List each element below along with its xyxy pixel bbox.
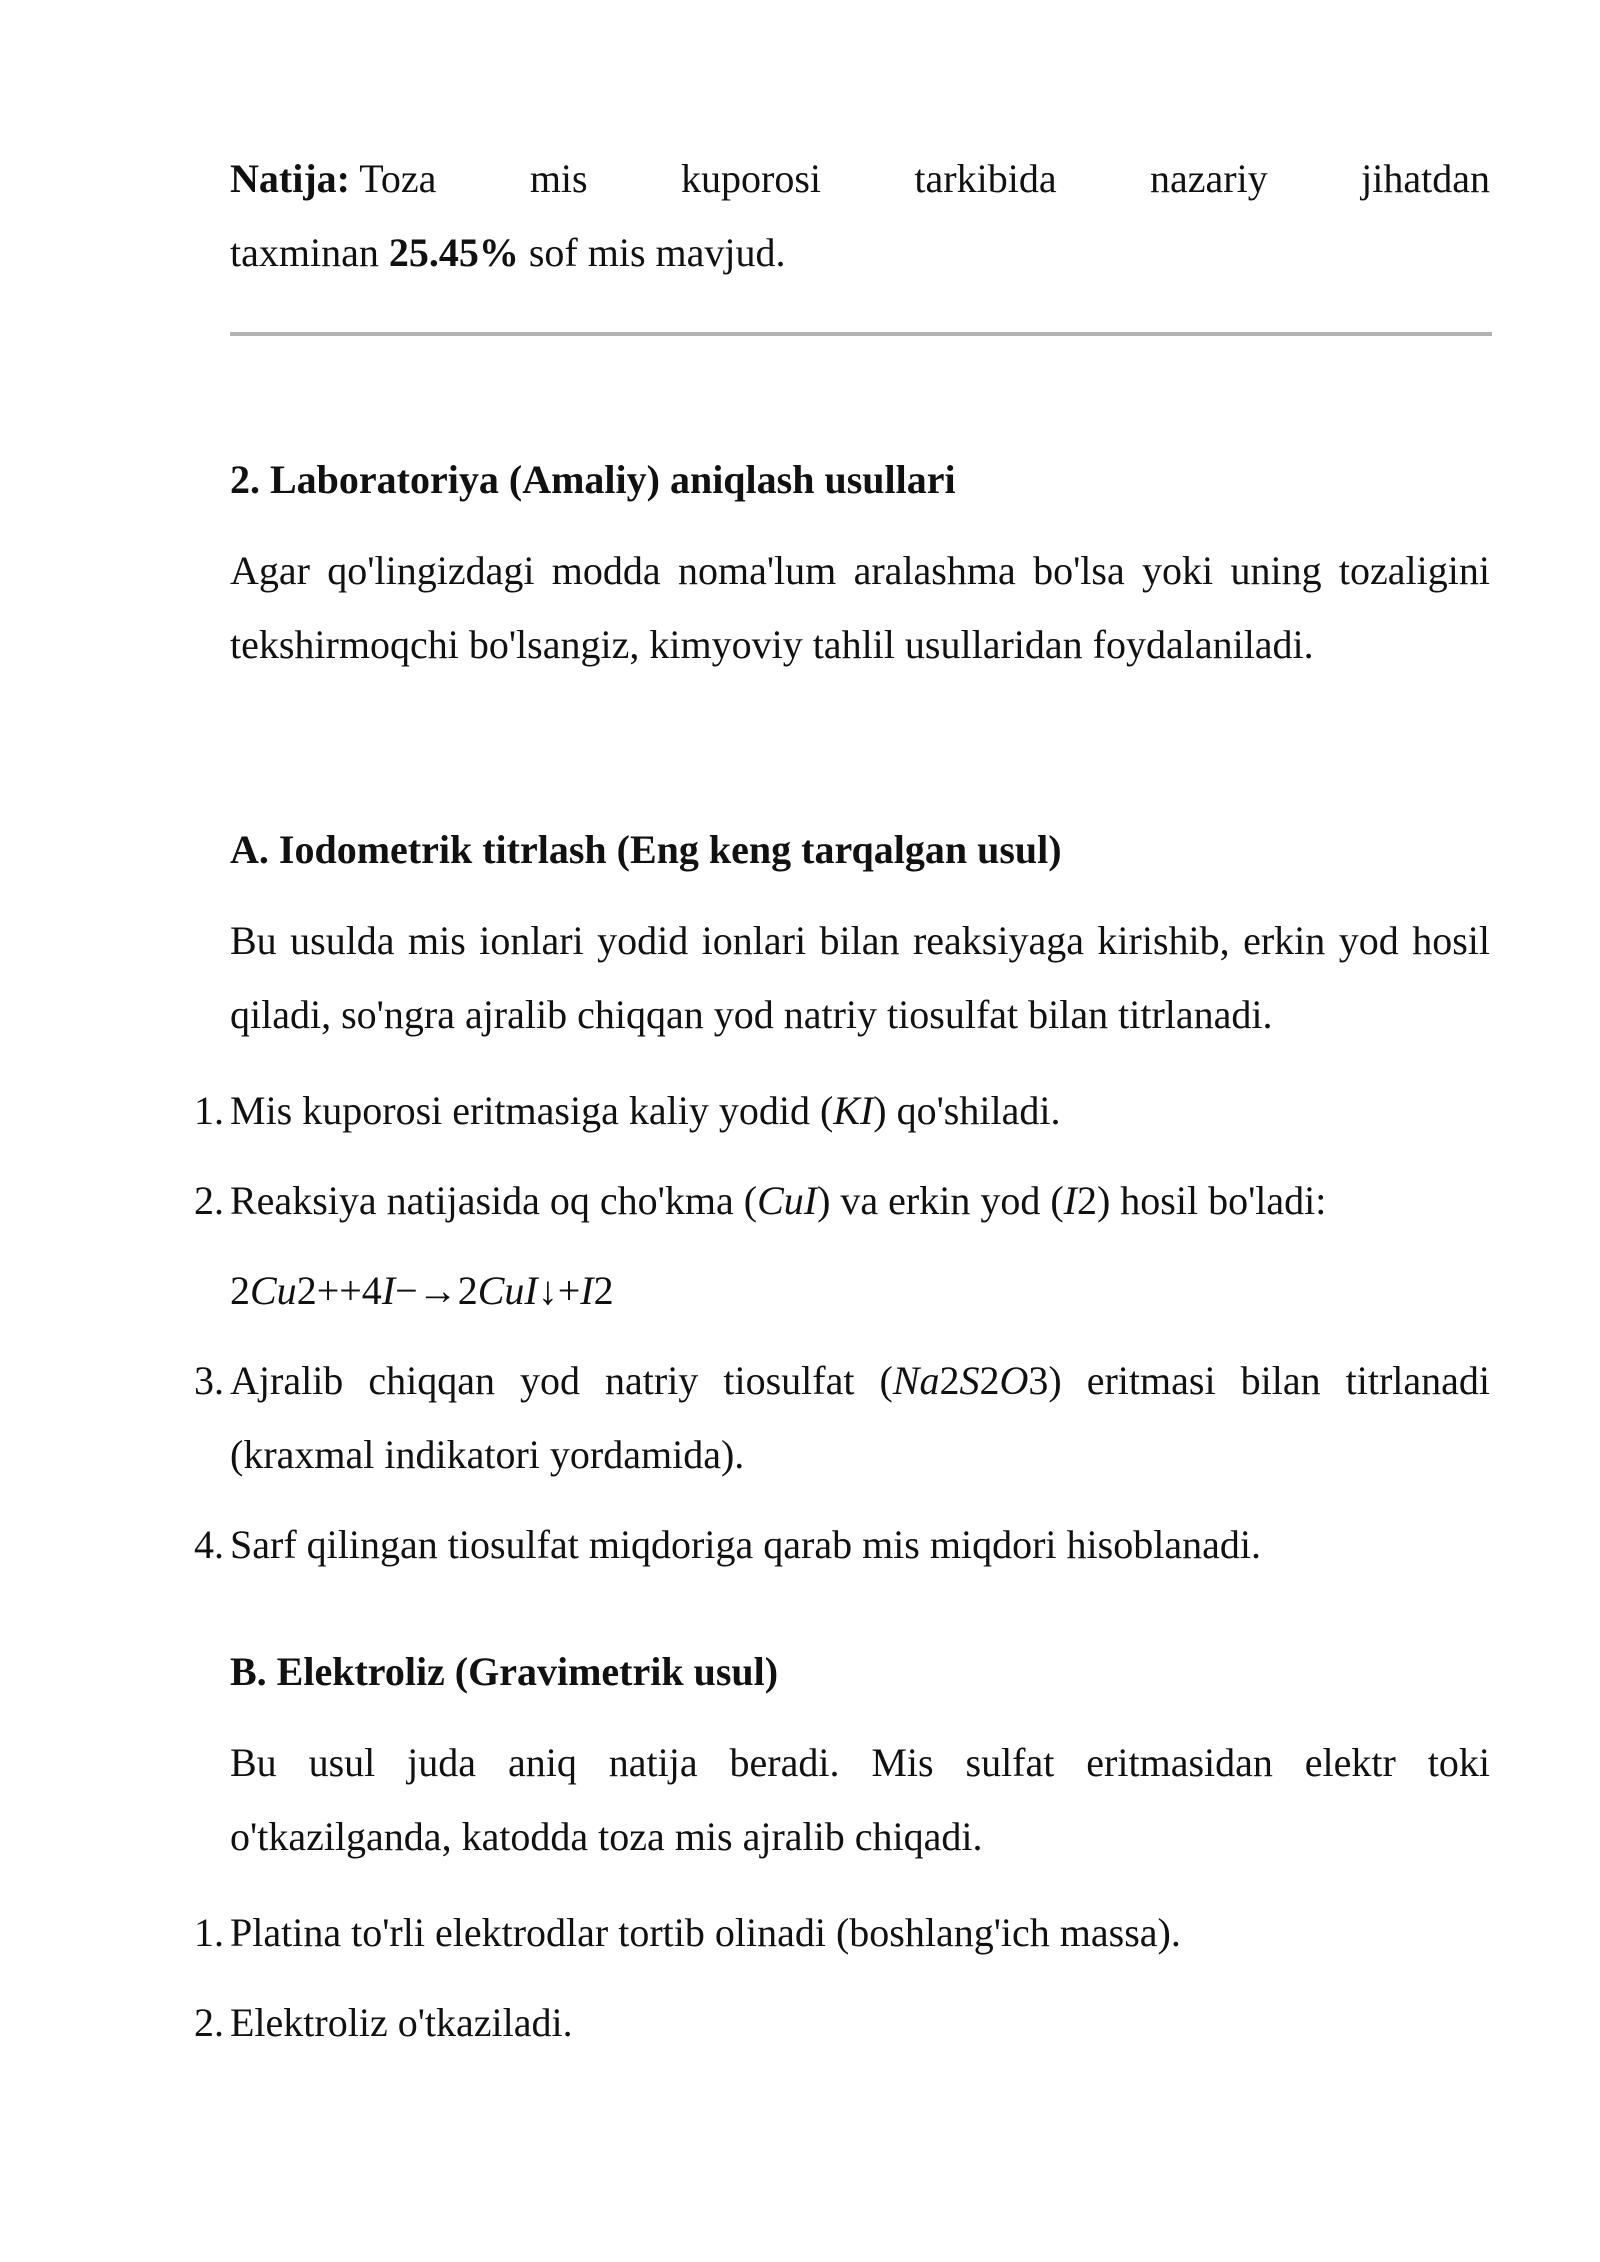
formula-cui: CuI [757,1178,818,1223]
list-number: 4. [194,1522,224,1567]
list-item-text [230,1074,1490,1148]
formula-part: S [959,1358,980,1403]
result-line-2 [230,216,1490,290]
formula-part: 2 [939,1358,960,1403]
result-label: Natija: [230,156,350,201]
eq-part: ↓+ [537,1268,581,1313]
list-item-text: Sarf qilingan tiosulfat miqdoriga qarab mis miqdori hisoblanadi. [230,1522,1261,1567]
list-number: 2. [194,1178,224,1223]
method-a-heading: A. Iodometrik titrlash (Eng keng tarqalgan usul) [230,827,1062,872]
list-number: 1. [194,1910,224,1955]
formula-part: 2 [979,1358,1000,1403]
result-line-2-pre: taxminan [230,230,389,275]
step-text-post: ) qo'shiladi. [873,1088,1061,1133]
eq-part: I [381,1268,396,1313]
eq-part: 2 [593,1268,614,1313]
section-2-intro: Agar qo'lingizdagi modda noma'lum aralashma bo'lsa yoki uning tozaligini tekshirmoqchi bo'lsangiz, kimyoviy tahlil usullaridan foydalaniladi. [230,548,1490,667]
eq-part: 2 [230,1268,250,1313]
result-word: tarkibida [914,156,1057,201]
result-word: kuporosi [681,156,822,201]
eq-part: 2++4 [296,1268,382,1313]
result-line-1 [230,142,1490,216]
list-item [194,1896,1490,1970]
step-text-pre: Reaksiya natijasida oq cho'kma ( [230,1178,758,1223]
list-number: 3. [194,1358,224,1403]
horizontal-divider [230,332,1492,336]
method-a-intro: Bu usulda mis ionlari yodid ionlari bilan reaksiyaga kirishib, erkin yod hosil qiladi, so'ngra ajralib chiqqan yod natriy tiosulfat bilan titrlanadi. [230,918,1490,1037]
result-word: nazariy [1150,156,1268,201]
eq-part: I [580,1268,594,1313]
result-paragraph [230,142,1490,290]
list-item [194,1344,1491,1492]
result-word: Toza [359,156,437,201]
formula-i: I [1063,1178,1077,1223]
result-word: mis [529,156,588,201]
list-number: 1. [194,1088,224,1133]
eq-part: Cu [250,1268,297,1313]
method-b-intro: Bu usul juda aniq natija beradi. Mis sulfat eritmasidan elektr toki o'tkazilganda, katodda toza mis ajralib chiqadi. [230,1740,1490,1859]
result-line-1-start [230,142,436,216]
result-word: jihatdan [1361,156,1490,201]
formula-part: 3 [1028,1358,1049,1403]
list-item [194,1164,1490,1238]
list-item-text [230,1164,1490,1238]
result-percent: 25.45% [388,230,519,275]
eq-part: CuI [477,1268,538,1313]
formula-ki: KI [833,1088,874,1133]
list-number: 2. [194,2000,224,2045]
step-text-pre: Mis kuporosi eritmasiga kaliy yodid ( [230,1088,834,1133]
formula-part: Na [892,1358,940,1403]
list-item-text [230,1344,1490,1492]
list-item-text: Elektroliz o'tkaziladi. [230,2000,573,2045]
method-b-heading: B. Elektroliz (Gravimetrik usul) [230,1649,779,1694]
section-2-heading: 2. Laboratoriya (Amaliy) aniqlash usullari [230,457,956,502]
eq-part: −→2 [395,1268,478,1313]
result-line-2-post: sof mis mavjud. [518,230,786,275]
list-item-text: Platina to'rli elektrodlar tortib olinadi (boshlang'ich massa). [230,1910,1181,1955]
step-text-pre: Ajralib chiqqan yod natriy tiosulfat ( [230,1358,893,1403]
reaction-equation [230,1254,1490,1328]
step-text-mid: ) va erkin yod ( [817,1178,1064,1223]
formula-part: O [999,1358,1029,1403]
step-text-mid2: 2) hosil bo'ladi: [1076,1178,1327,1223]
step-text-post: ) eritmasi bilan titrlanadi (kraxmal indikatori yordamida). [230,1358,1491,1477]
list-item [194,1074,1490,1148]
list-item [194,1986,1490,2060]
list-item [194,1508,1490,1582]
